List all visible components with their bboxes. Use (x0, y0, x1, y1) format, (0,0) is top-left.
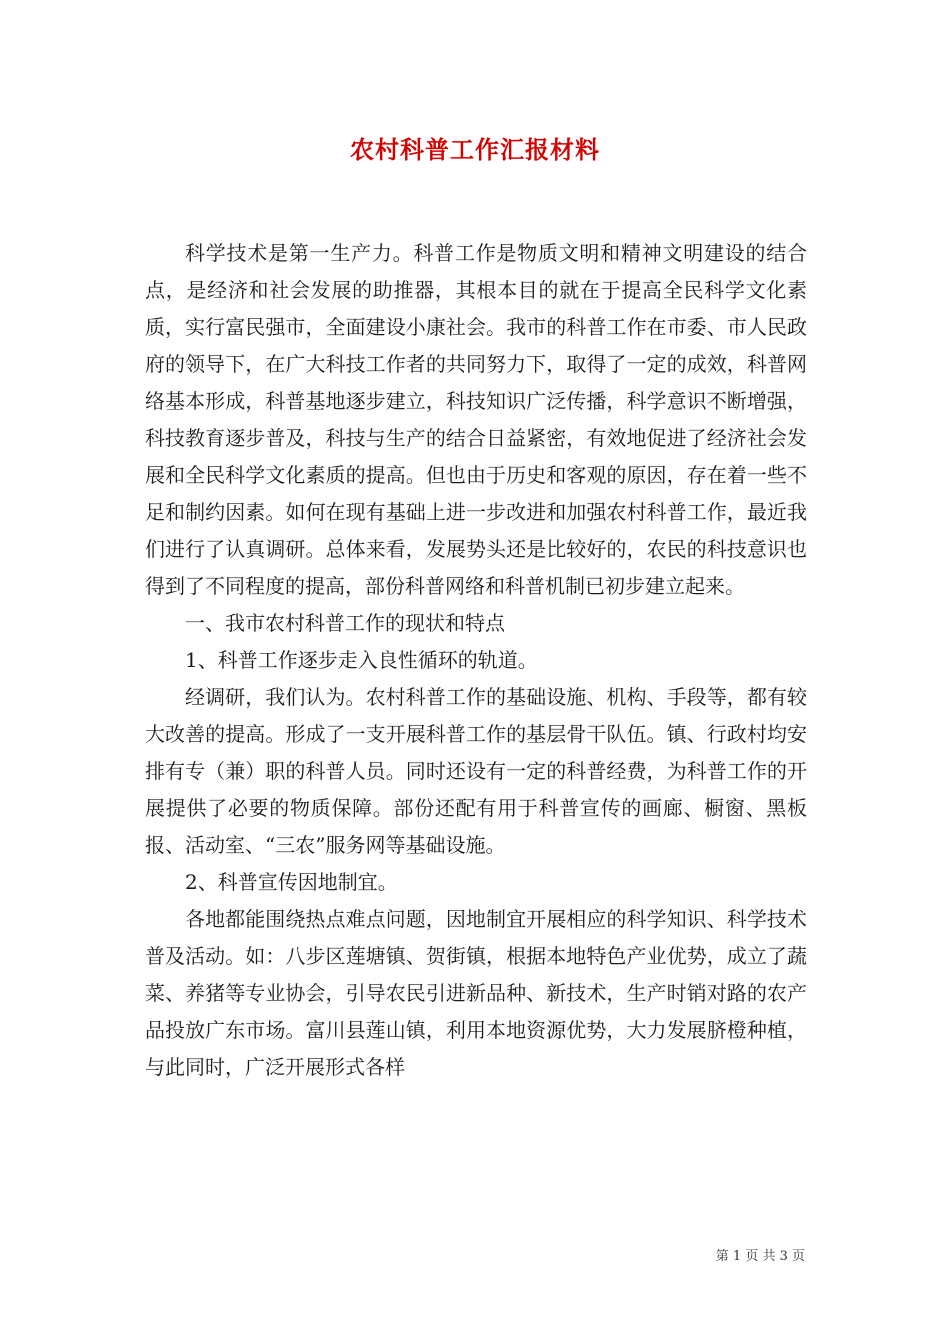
paragraph-1: 经调研，我们认为。农村科普工作的基础设施、机构、手段等，都有较大改善的提高。形成了一支开展科普工作的基层骨干队伍。镇、行政村均安排有专（兼）职的科普人员。同时还设有一定的科普经费，为科普工作的开展提供了必要的物质保障。部份还配有用于科普宣传的画廊、橱窗、黑板报、活动室、“三农”服务网等基础设施。 (145, 685, 807, 857)
paragraph-2: 各地都能围绕热点难点问题，因地制宜开展相应的科学知识、科学技术普及活动。如：八步区莲塘镇、贺街镇，根据本地特色产业优势，成立了蔬菜、养猪等专业协会，引导农民引进新品种、新技术，生产时销对路的农产品投放广东市场。富川县莲山镇，利用本地资源优势，大力发展脐橙种植，与此同时，广泛开展形式各样 (145, 907, 807, 1079)
page-number-footer: 第 1 页 共 3 页 (715, 1249, 805, 1264)
subheading-2: 2、科普宣传因地制宜。 (185, 870, 398, 894)
paragraph-intro: 科学技术是第一生产力。科普工作是物质文明和精神文明建设的结合点，是经济和社会发展的助推器，其根本目的就在于提高全民科学文化素质，实行富民强市，全面建设小康社会。我市的科普工作在市委、市人民政府的领导下，在广大科技工作者的共同努力下，取得了一定的成效，科普网络基本形成，科普基地逐步建立，科技知识广泛传播，科学意识不断增强，科技教育逐步普及，科技与生产的结合日益紧密，有效地促进了经济社会发展和全民科学文化素质的提高。但也由于历史和客观的原因，存在着一些不足和制约因素。如何在现有基础上进一步改进和加强农村科普工作，最近我们进行了认真调研。总体来看，发展势头还是比较好的，农民的科技意识也得到了不同程度的提高，部份科普网络和科普机制已初步建立起来。 (145, 241, 807, 598)
subheading-1: 1、科普工作逐步走入良性循环的轨道。 (185, 648, 538, 672)
document-title: 农村科普工作汇报材料 (350, 135, 600, 164)
document-body (145, 235, 807, 1086)
section-heading-1: 一、我市农村科普工作的现状和特点 (185, 611, 505, 635)
